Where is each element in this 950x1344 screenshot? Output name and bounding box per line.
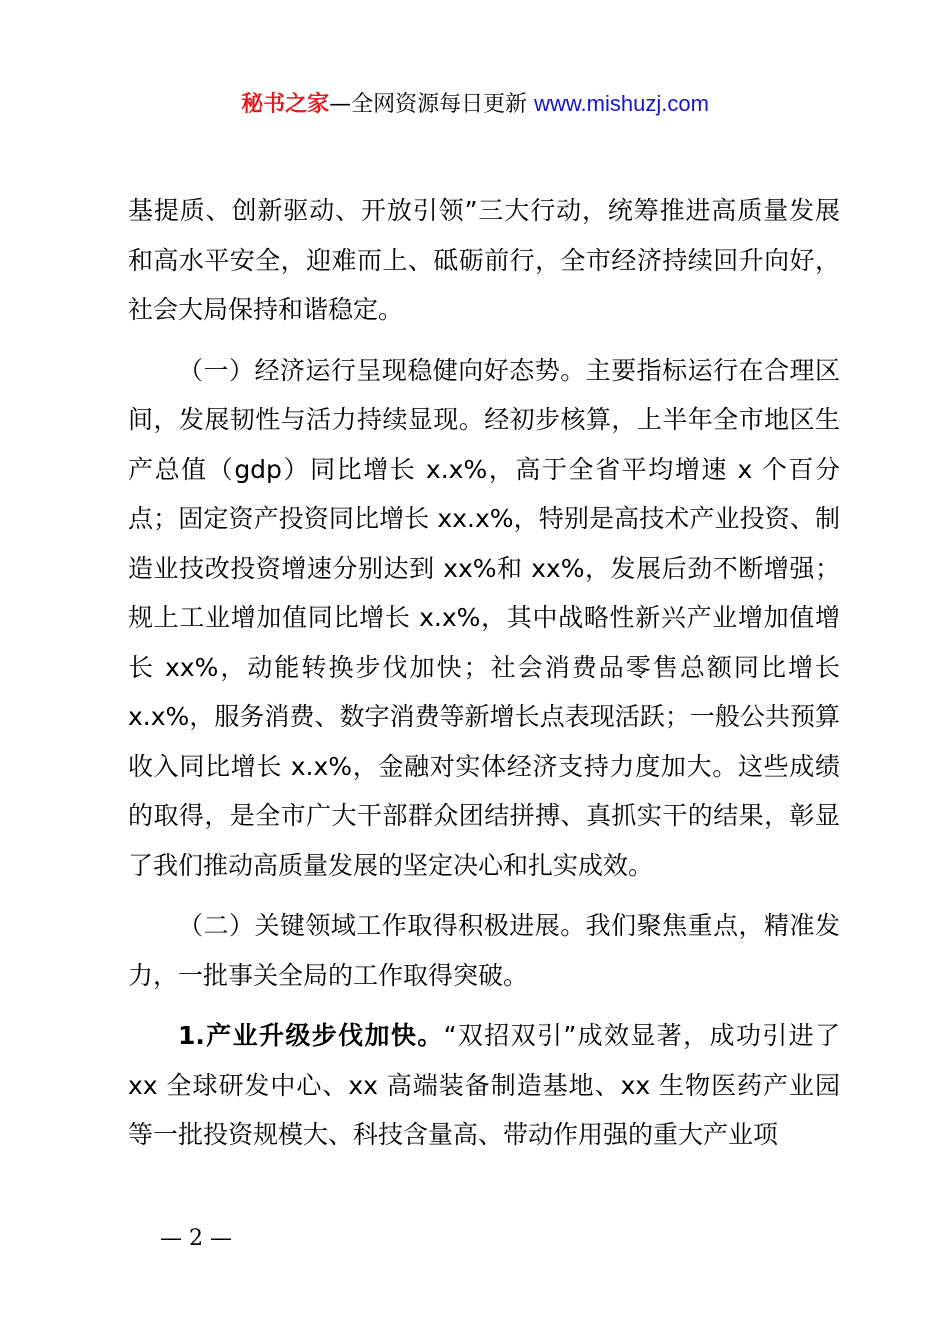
site-tagline: —全网资源每日更新 xyxy=(329,92,535,117)
paragraph-continuation: 基提质、创新驱动、开放引领”三大行动，统筹推进高质量发展和高水平安全，迎难而上、砥砺前行，全市经济持续回升向好，社会大局保持和谐稳定。 xyxy=(128,196,840,324)
site-header xyxy=(0,86,950,123)
site-url-link[interactable]: www.mishuzj.com xyxy=(534,91,709,116)
page-number: — 2 — xyxy=(160,1226,232,1251)
document-body xyxy=(128,186,840,1160)
paragraph-economy: （一）经济运行呈现稳健向好态势。主要指标运行在合理区间，发展韧性与活力持续显现。经初步核算，上半年全市地区生产总值（gdp）同比增长 x.x%，高于全省平均增速 x 个百分点；固定资产投资同比增长 xx.x%，特别是高技术产业投资、制造业技改投资增速分别达到 xx%和 xx%，发展后劲不断增强；规上工业增加值同比增长 x.x%，其中战略性新兴产业增加值增长 xx%，动能转换步伐加快；社会消费品零售总额同比增长 x.x%，服务消费、数字消费等新增长点表现活跃；一般公共预算收入同比增长 x.x%，金融对实体经济支持力度加大。这些成绩的取得，是全市广大干部群众团结拼搏、真抓实干的结果，彰显了我们推动高质量发展的坚定决心和扎实成效。 xyxy=(128,355,840,880)
paragraph-text: “双招双引”成效显著，成功引进了 xx 全球研发中心、xx 高端装备制造基地、xx 生物医药产业园等一批投资规模大、科技含量高、带动作用强的重大产业项 xyxy=(128,1021,840,1149)
paragraph-heading: 1.产业升级步伐加快。 xyxy=(178,1021,444,1050)
paragraph-industry-upgrade xyxy=(128,1011,840,1160)
site-brand: 秘书之家 xyxy=(241,92,330,117)
paragraph-key-areas: （二）关键领域工作取得积极进展。我们聚焦重点，精准发力，一批事关全局的工作取得突破。 xyxy=(128,911,840,990)
